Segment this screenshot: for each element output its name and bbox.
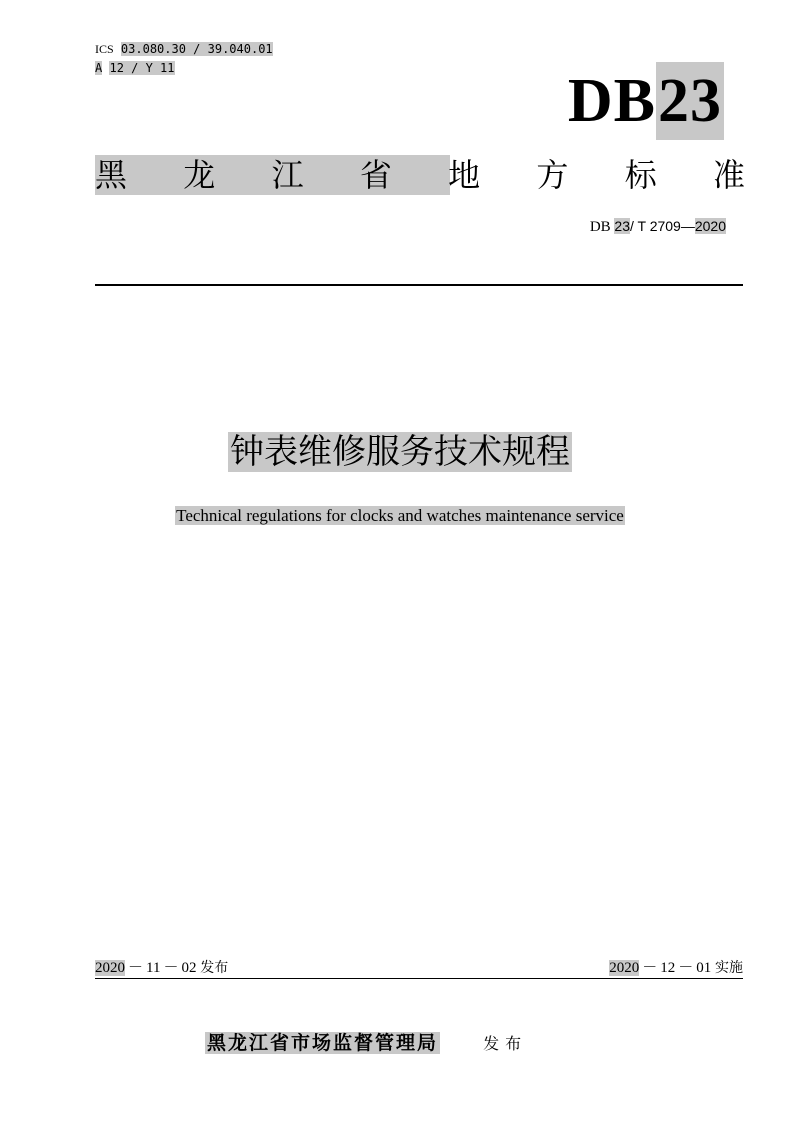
ics-label: ICS (95, 42, 114, 56)
standard-number (590, 216, 726, 237)
date-separator: － (642, 960, 658, 976)
standard-number-province: 23 (614, 218, 630, 234)
standard-type (95, 155, 745, 195)
issuer (205, 1030, 527, 1056)
standard-number-year: 2020 (694, 218, 726, 234)
title-english: Technical regulations for clocks and watches maintenance service (176, 506, 624, 525)
standard-type-char: 黑 (95, 156, 128, 194)
classification-code (95, 61, 175, 75)
standard-type-char: 准 (712, 156, 745, 194)
implement-label: 实施 (715, 960, 743, 976)
standard-type-char: 龙 (183, 156, 216, 194)
top-divider (95, 284, 743, 286)
title-chinese-wrap (0, 428, 800, 476)
standard-number-code: / T 2709— (629, 218, 695, 234)
publish-year: 2020 (95, 960, 125, 976)
standard-type-char: 江 (271, 156, 304, 194)
class-prefix: A (95, 61, 103, 75)
publish-day: 02 (181, 960, 197, 976)
implement-month: 12 (660, 960, 676, 976)
db-logo (568, 62, 724, 140)
date-separator: － (128, 960, 144, 976)
publish-month: 11 (146, 960, 161, 976)
logo-number: 23 (656, 62, 724, 140)
date-separator: － (163, 960, 179, 976)
publish-date (95, 958, 228, 978)
title-chinese: 钟表维修服务技术规程 (230, 432, 570, 472)
implement-date (609, 958, 743, 978)
implement-year: 2020 (609, 960, 640, 976)
bottom-divider (95, 978, 743, 979)
issuer-name: 黑龙江省市场监督管理局 (207, 1032, 439, 1054)
standard-type-char: 省 (359, 156, 392, 194)
date-separator: － (678, 960, 694, 976)
ics-codes: 03.080.30 / 39.040.01 (120, 42, 273, 56)
standard-type-char: 标 (624, 156, 657, 194)
standard-type-char: 地 (448, 156, 481, 194)
standard-type-char: 方 (536, 156, 569, 194)
ics-code (95, 42, 273, 56)
title-english-wrap (0, 505, 800, 527)
issuer-action: 发布 (483, 1034, 528, 1053)
implement-day: 01 (696, 960, 712, 976)
standard-number-prefix: DB (589, 219, 611, 235)
publish-label: 发布 (200, 960, 229, 976)
logo-prefix: DB (567, 67, 656, 135)
class-codes: 12 / Y 11 (109, 61, 175, 75)
